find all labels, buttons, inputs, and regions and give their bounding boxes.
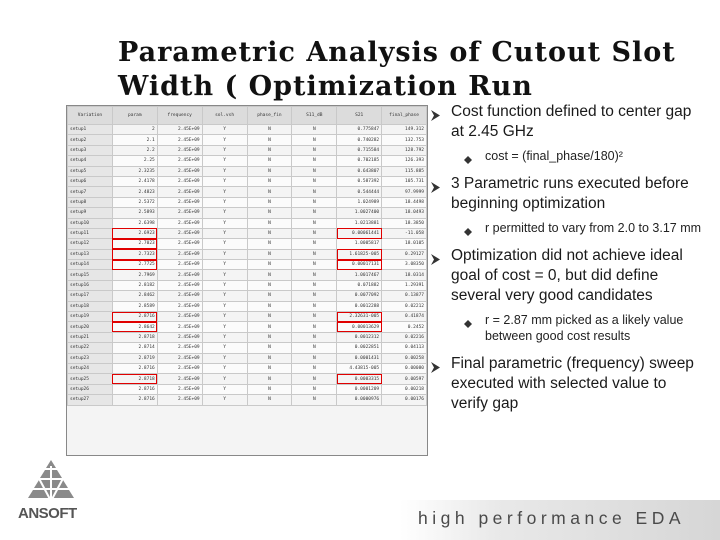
table-cell: 2.45E+09	[157, 166, 202, 176]
column-header: S11_dB	[292, 107, 337, 125]
table-cell: Y	[202, 187, 247, 197]
table-cell: 2.8182	[112, 280, 157, 290]
table-cell: Y	[202, 208, 247, 218]
table-cell: setup15	[68, 270, 113, 280]
table-cell: N	[292, 384, 337, 394]
table-cell: N	[292, 312, 337, 322]
table-cell: setup26	[68, 384, 113, 394]
table-cell: N	[292, 395, 337, 405]
column-header: sol.vsh	[202, 107, 247, 125]
table-cell: 2.8462	[112, 291, 157, 301]
table-cell: setup25	[68, 374, 113, 384]
table-cell: setup18	[68, 301, 113, 311]
table-cell: 2.45E+09	[157, 187, 202, 197]
table-cell: 2.6398	[112, 218, 157, 228]
table-cell: 0.13877	[382, 291, 427, 301]
table-cell: N	[292, 135, 337, 145]
table-row	[68, 156, 427, 166]
table-cell: 2.45E+09	[157, 156, 202, 166]
table-row	[68, 166, 427, 176]
table-cell: N	[292, 374, 337, 384]
table-cell: 2.4823	[112, 187, 157, 197]
table-cell: 18.0105	[382, 239, 427, 249]
table-cell: 2.45E+09	[157, 291, 202, 301]
table-cell: N	[247, 260, 292, 270]
table-cell: N	[292, 125, 337, 135]
table-cell: Y	[202, 384, 247, 394]
table-cell: 1.0005817	[337, 239, 382, 249]
table-cell: 0.29127	[382, 249, 427, 259]
table-cell: Y	[202, 301, 247, 311]
diamond-bullet-icon	[464, 316, 472, 324]
table-cell: 1.0017467	[337, 270, 382, 280]
table-cell: Y	[202, 145, 247, 155]
diamond-bullet-icon	[464, 152, 472, 160]
table-cell: Y	[202, 312, 247, 322]
table-cell: 2.8642	[112, 322, 157, 332]
table-cell: 2.45E+09	[157, 260, 202, 270]
table-row	[68, 176, 427, 186]
table-cell: setup24	[68, 363, 113, 373]
table-cell: 0.02216	[382, 332, 427, 342]
column-header: S21	[337, 107, 382, 125]
table-cell: 2.45E+09	[157, 228, 202, 238]
table-cell: 0.00080	[382, 363, 427, 373]
table-cell: 2.8716	[112, 312, 157, 322]
table-cell: 0.00218	[382, 384, 427, 394]
table-cell: setup12	[68, 239, 113, 249]
sub-bullet-text: cost = (final_phase/180)²	[485, 149, 623, 163]
table-cell: N	[247, 228, 292, 238]
table-cell: N	[292, 166, 337, 176]
table-cell: setup27	[68, 395, 113, 405]
sub-bullet-item	[430, 148, 705, 164]
table-cell: N	[292, 208, 337, 218]
table-cell: setup14	[68, 260, 113, 270]
parametric-results-table	[66, 105, 428, 456]
table-cell: N	[292, 291, 337, 301]
table-row	[68, 135, 427, 145]
table-cell: 2.8718	[112, 374, 157, 384]
table-cell: 0.0001209	[337, 384, 382, 394]
table-cell: N	[247, 343, 292, 353]
table-cell: Y	[202, 135, 247, 145]
table-cell: N	[292, 353, 337, 363]
table-cell: setup3	[68, 145, 113, 155]
table-cell: N	[247, 197, 292, 207]
table-cell: Y	[202, 291, 247, 301]
table-cell: N	[247, 384, 292, 394]
table-cell: Y	[202, 332, 247, 342]
table-cell: 2.45E+09	[157, 384, 202, 394]
table-cell: N	[292, 301, 337, 311]
table-cell: 18.0314	[382, 270, 427, 280]
table-cell: 2.25	[112, 156, 157, 166]
table-cell: 2.45E+09	[157, 176, 202, 186]
table-cell: Y	[202, 353, 247, 363]
column-header: phase_fin	[247, 107, 292, 125]
table-cell: setup13	[68, 249, 113, 259]
table-cell: 1.61825-005	[337, 249, 382, 259]
table-cell: 2.5372	[112, 197, 157, 207]
table-cell: 0.702185	[337, 156, 382, 166]
table-cell: Y	[202, 280, 247, 290]
table-cell: N	[292, 322, 337, 332]
table-cell: N	[247, 249, 292, 259]
table-cell: 2.45E+09	[157, 363, 202, 373]
table-cell: 2.45E+09	[157, 145, 202, 155]
table-cell: 0.00017131	[337, 260, 382, 270]
table-cell: Y	[202, 374, 247, 384]
table-cell: N	[247, 395, 292, 405]
slide-title: Parametric Analysis of Cutout Slot Width ( Optimization Run	[118, 37, 676, 102]
table-cell: 2.45E+09	[157, 374, 202, 384]
table-cell: -11.058	[382, 228, 427, 238]
table-cell: 3.08350	[382, 260, 427, 270]
table-cell: 0.071882	[337, 280, 382, 290]
table-cell: N	[247, 332, 292, 342]
table-cell: 0.00013629	[337, 322, 382, 332]
table-cell: 2.32631-005	[337, 312, 382, 322]
table-cell: Y	[202, 218, 247, 228]
table-cell: 0.0012288	[337, 301, 382, 311]
table-cell: setup7	[68, 187, 113, 197]
table-cell: 18.0493	[382, 208, 427, 218]
bullet-arrow-icon	[431, 107, 440, 118]
table-cell: N	[292, 228, 337, 238]
table-cell: N	[292, 218, 337, 228]
table-cell: N	[247, 145, 292, 155]
table-cell: setup11	[68, 228, 113, 238]
table-cell: 2.8718	[112, 332, 157, 342]
table-cell: 2.8589	[112, 301, 157, 311]
table-cell: 18.3850	[382, 218, 427, 228]
table-cell: 1.0027400	[337, 208, 382, 218]
table-row	[68, 301, 427, 311]
table-cell: 2.8716	[112, 395, 157, 405]
table-cell: setup22	[68, 343, 113, 353]
table-cell: Y	[202, 228, 247, 238]
table-row	[68, 374, 427, 384]
table-cell: 2.45E+09	[157, 218, 202, 228]
table-cell: 2.45E+09	[157, 332, 202, 342]
table-row	[68, 270, 427, 280]
table-cell: N	[292, 176, 337, 186]
sub-bullet-item	[430, 220, 705, 236]
bullet-item	[430, 174, 705, 214]
bullet-arrow-icon	[431, 359, 440, 370]
bullet-text: Final parametric (frequency) sweep executed with selected value to verify gap	[451, 355, 694, 412]
table-cell: 126.393	[382, 156, 427, 166]
table-cell: 2.8714	[112, 343, 157, 353]
logo-wordmark: ANSOFT	[18, 505, 77, 522]
table-cell: N	[292, 280, 337, 290]
table-cell: Y	[202, 239, 247, 249]
results-grid	[67, 106, 427, 406]
table-cell: 1.29391	[382, 280, 427, 290]
table-cell: N	[292, 260, 337, 270]
table-cell: 0.775847	[337, 125, 382, 135]
table-cell: N	[292, 363, 337, 373]
table-cell: 2.45E+09	[157, 322, 202, 332]
table-cell: 0.544444	[337, 187, 382, 197]
table-cell: 2.8716	[112, 363, 157, 373]
table-cell: setup17	[68, 291, 113, 301]
table-row	[68, 208, 427, 218]
table-cell: 2.2	[112, 145, 157, 155]
bullet-list	[430, 102, 705, 422]
table-cell: N	[247, 291, 292, 301]
table-cell: 2.45E+09	[157, 395, 202, 405]
table-cell: 1.024989	[337, 197, 382, 207]
table-cell: N	[247, 166, 292, 176]
table-cell: N	[292, 249, 337, 259]
table-cell: 1.0213881	[337, 218, 382, 228]
table-cell: N	[247, 176, 292, 186]
table-cell: N	[292, 187, 337, 197]
sub-bullet-text: r = 2.87 mm picked as a likely value between good cost results	[485, 313, 684, 343]
table-cell: 0.00061441	[337, 228, 382, 238]
table-cell: N	[247, 322, 292, 332]
table-cell: Y	[202, 249, 247, 259]
bullet-item	[430, 354, 705, 414]
table-cell: 0.04113	[382, 343, 427, 353]
table-cell: setup1	[68, 125, 113, 135]
table-cell: 2.4178	[112, 176, 157, 186]
bullet-arrow-icon	[431, 179, 440, 190]
sub-bullet-text: r permitted to vary from 2.0 to 3.17 mm	[485, 221, 702, 235]
table-cell: N	[292, 343, 337, 353]
table-cell: Y	[202, 343, 247, 353]
bullet-arrow-icon	[431, 251, 440, 262]
table-row	[68, 260, 427, 270]
table-cell: 2.45E+09	[157, 353, 202, 363]
table-cell: 0.0077092	[337, 291, 382, 301]
table-cell: Y	[202, 395, 247, 405]
table-cell: 0.0012312	[337, 332, 382, 342]
bullet-item	[430, 246, 705, 306]
table-cell: 18.4498	[382, 197, 427, 207]
table-row	[68, 228, 427, 238]
table-cell: 2.5893	[112, 208, 157, 218]
table-cell: 0.00258	[382, 353, 427, 363]
table-cell: 0.643807	[337, 166, 382, 176]
table-row	[68, 353, 427, 363]
table-cell: N	[292, 145, 337, 155]
table-cell: 105.731	[382, 176, 427, 186]
bullet-text: Cost function defined to center gap at 2.45 GHz	[451, 103, 692, 140]
column-header: frequency	[157, 107, 202, 125]
table-row	[68, 280, 427, 290]
table-cell: 0.715584	[337, 145, 382, 155]
table-cell: 2.45E+09	[157, 208, 202, 218]
table-cell: 0.0000976	[337, 395, 382, 405]
table-cell: N	[292, 197, 337, 207]
table-cell: 0.41874	[382, 312, 427, 322]
table-cell: 2.3235	[112, 166, 157, 176]
table-cell: 2.8719	[112, 353, 157, 363]
footer-tagline: high performance EDA	[418, 508, 686, 528]
table-cell: 0.00176	[382, 395, 427, 405]
table-row	[68, 332, 427, 342]
table-cell: 128.792	[382, 145, 427, 155]
table-cell: 2.45E+09	[157, 280, 202, 290]
table-cell: 0.740282	[337, 135, 382, 145]
table-row	[68, 145, 427, 155]
table-cell: 97.9999	[382, 187, 427, 197]
table-cell: 2.45E+09	[157, 239, 202, 249]
table-row	[68, 343, 427, 353]
bullet-text: 3 Parametric runs executed before beginning optimization	[451, 175, 689, 212]
table-cell: setup9	[68, 208, 113, 218]
diamond-bullet-icon	[464, 224, 472, 232]
table-cell: 2.45E+09	[157, 301, 202, 311]
table-cell: setup10	[68, 218, 113, 228]
bullet-item	[430, 102, 705, 142]
table-cell: 0.0001431	[337, 353, 382, 363]
table-cell: 2.7023	[112, 239, 157, 249]
table-cell: 132.753	[382, 135, 427, 145]
table-cell: setup2	[68, 135, 113, 145]
table-cell: Y	[202, 260, 247, 270]
sub-bullet-item	[430, 312, 705, 344]
table-cell: 4.43815-005	[337, 363, 382, 373]
table-cell: setup19	[68, 312, 113, 322]
table-row	[68, 384, 427, 394]
table-row	[68, 312, 427, 322]
table-cell: Y	[202, 125, 247, 135]
table-cell: 115.885	[382, 166, 427, 176]
table-cell: setup16	[68, 280, 113, 290]
table-cell: setup5	[68, 166, 113, 176]
table-header-row	[68, 107, 427, 125]
table-row	[68, 218, 427, 228]
table-cell: 0.587392	[337, 176, 382, 186]
bullet-text: Optimization did not achieve ideal goal of cost = 0, but did define several very good candidates	[451, 247, 683, 304]
table-cell: 2.1	[112, 135, 157, 145]
table-cell: setup20	[68, 322, 113, 332]
table-row	[68, 197, 427, 207]
table-cell: N	[247, 187, 292, 197]
table-row	[68, 363, 427, 373]
table-cell: N	[247, 280, 292, 290]
table-cell: 2.45E+09	[157, 343, 202, 353]
table-cell: N	[292, 270, 337, 280]
table-cell: N	[247, 353, 292, 363]
table-row	[68, 239, 427, 249]
table-cell: setup23	[68, 353, 113, 363]
table-cell: N	[247, 270, 292, 280]
column-header: final_phase	[382, 107, 427, 125]
table-cell: N	[247, 301, 292, 311]
table-cell: N	[247, 125, 292, 135]
table-cell: N	[247, 374, 292, 384]
column-header: param	[112, 107, 157, 125]
table-cell: 2.45E+09	[157, 270, 202, 280]
table-cell: 0.0022851	[337, 343, 382, 353]
table-row	[68, 291, 427, 301]
table-cell: N	[292, 156, 337, 166]
table-cell: 0.0003315	[337, 374, 382, 384]
table-cell: 0.02212	[382, 301, 427, 311]
table-cell: N	[247, 239, 292, 249]
table-cell: N	[247, 135, 292, 145]
table-cell: Y	[202, 322, 247, 332]
table-row	[68, 322, 427, 332]
table-cell: 2.6923	[112, 228, 157, 238]
table-cell: setup8	[68, 197, 113, 207]
table-cell: 2.45E+09	[157, 135, 202, 145]
table-cell: Y	[202, 176, 247, 186]
table-cell: setup4	[68, 156, 113, 166]
table-cell: N	[247, 363, 292, 373]
table-row	[68, 249, 427, 259]
table-cell: Y	[202, 156, 247, 166]
table-row	[68, 187, 427, 197]
table-cell: N	[247, 156, 292, 166]
table-row	[68, 125, 427, 135]
table-cell: 2	[112, 125, 157, 135]
table-cell: N	[292, 239, 337, 249]
table-cell: 2.7725	[112, 260, 157, 270]
table-row	[68, 395, 427, 405]
table-cell: N	[247, 312, 292, 322]
table-cell: setup21	[68, 332, 113, 342]
table-cell: N	[247, 218, 292, 228]
table-cell: N	[247, 208, 292, 218]
table-cell: Y	[202, 270, 247, 280]
table-cell: 2.45E+09	[157, 249, 202, 259]
table-cell: 2.7969	[112, 270, 157, 280]
table-cell: Y	[202, 166, 247, 176]
table-cell: 2.45E+09	[157, 125, 202, 135]
table-cell: Y	[202, 197, 247, 207]
table-cell: 2.8716	[112, 384, 157, 394]
table-cell: 0.2452	[382, 322, 427, 332]
table-cell: 2.7323	[112, 249, 157, 259]
table-cell: 0.00597	[382, 374, 427, 384]
table-cell: 2.45E+09	[157, 197, 202, 207]
table-cell: 149.312	[382, 125, 427, 135]
table-cell: Y	[202, 363, 247, 373]
table-cell: N	[292, 332, 337, 342]
column-header: Variation	[68, 107, 113, 125]
table-cell: setup6	[68, 176, 113, 186]
table-cell: 2.45E+09	[157, 312, 202, 322]
